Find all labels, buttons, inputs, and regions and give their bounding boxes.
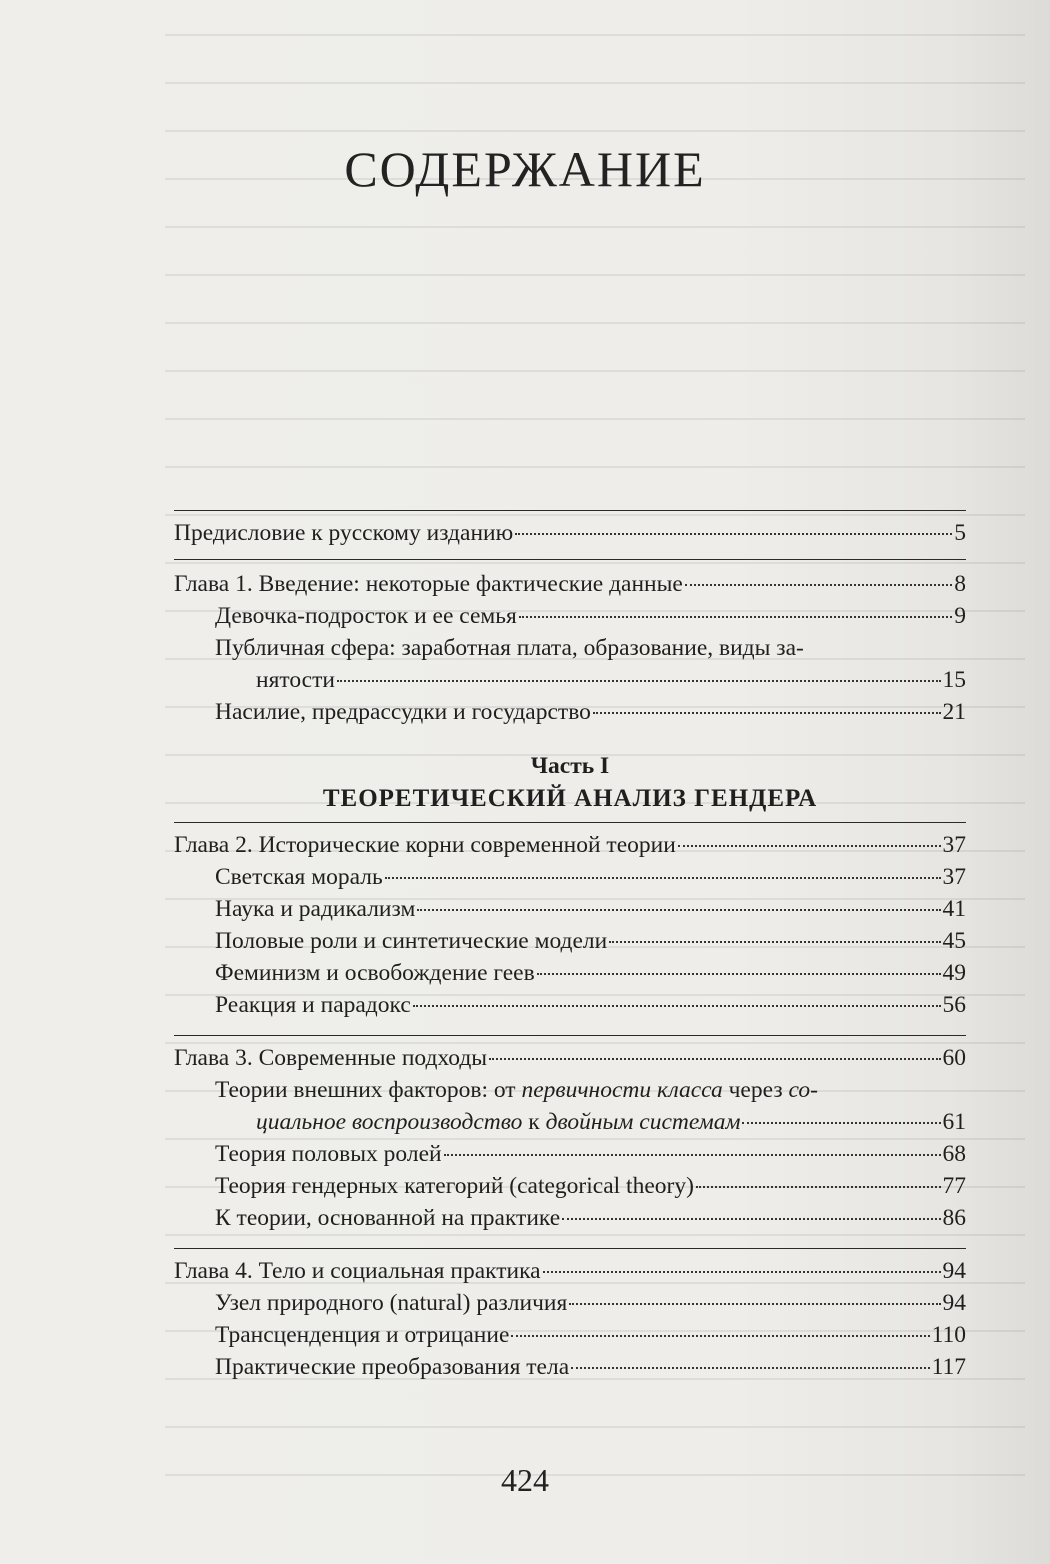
toc-entry-section: Реакция и парадокс 56 [215,992,966,1018]
toc-entry-section-line2: циальное воспроизводство к двойным системам 61 [256,1109,966,1135]
toc-entry-section: Девочка-подросток и ее семья 9 [215,603,966,629]
page-number: 424 [501,1462,549,1498]
table-of-contents [174,510,966,1383]
page-title: СОДЕРЖАНИЕ [344,141,706,197]
toc-entry-section: Практические преобразования тела 117 [215,1354,966,1380]
toc-entry-preface: Предисловие к русскому изданию 5 [174,520,966,546]
toc-entry-section-line1: Теории внешних факторов: от первичности класса через со- [215,1077,818,1103]
toc-entry-chapter-4: Глава 4. Тело и социальная практика 94 [174,1258,966,1284]
toc-entry-section: К теории, основанной на практике 86 [215,1205,966,1231]
part-label: Часть I [530,753,610,779]
toc-entry-section: Наука и радикализм 41 [215,896,966,922]
toc-entry-section: Узел природного (natural) различия 94 [215,1290,966,1316]
toc-entry-chapter-1: Глава 1. Введение: некоторые фактические данные 8 [174,571,966,597]
toc-entry-section: Трансценденция и отрицание 110 [215,1322,966,1348]
toc-entry-section: Насилие, предрассудки и государство 21 [215,699,966,725]
toc-entry-chapter-2: Глава 2. Исторические корни современной теории 37 [174,832,966,858]
toc-entry-section: Теория половых ролей 68 [215,1141,966,1167]
toc-entry-chapter-3: Глава 3. Современные подходы 60 [174,1045,966,1071]
toc-entry-section-line1: Публичная сфера: заработная плата, образование, виды за- [215,635,804,661]
toc-entry-section: Светская мораль 37 [215,864,966,890]
toc-entry-section: Половые роли и синтетические модели 45 [215,928,966,954]
toc-entry-section: Теория гендерных категорий (categorical theory) 77 [215,1173,966,1199]
toc-entry-section: Феминизм и освобождение геев 49 [215,960,966,986]
part-title: ТЕОРЕТИЧЕСКИЙ АНАЛИЗ ГЕНДЕРА [322,785,818,812]
toc-entry-section-line2: нятости 15 [256,667,966,693]
